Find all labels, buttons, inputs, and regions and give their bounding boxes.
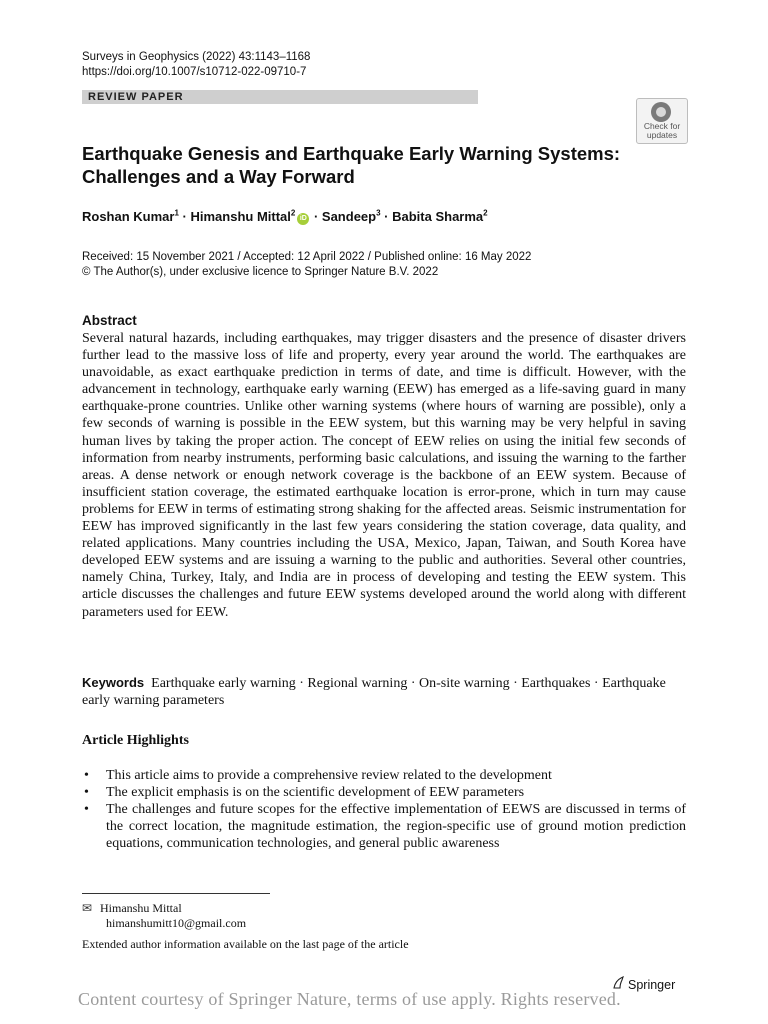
journal-citation: Surveys in Geophysics (2022) 43:1143–1168: [82, 51, 311, 63]
doi-link[interactable]: https://doi.org/10.1007/s10712-022-09710-7: [82, 66, 307, 78]
footnote-divider: [82, 893, 270, 894]
article-title: [82, 142, 642, 188]
highlights-list: [82, 767, 686, 852]
author-list: [82, 208, 488, 225]
bullet-marker: •: [84, 802, 89, 817]
bullet-marker: •: [84, 768, 89, 783]
affiliation-mark: 1: [174, 208, 179, 218]
courtesy-watermark: Content courtesy of Springer Nature, terms of use apply. Rights reserved.: [78, 989, 621, 1009]
list-item: [82, 784, 686, 801]
title-line-2: Challenges and a Way Forward: [82, 166, 355, 187]
keywords-text: Earthquake early warning · Regional warning · On-site warning · Earthquakes · Earthquake early warning parameters: [82, 676, 666, 708]
journal-header: [82, 50, 310, 80]
author-separator: ·: [310, 209, 322, 224]
author-name[interactable]: Himanshu Mittal: [190, 209, 291, 224]
author-name[interactable]: Babita Sharma: [392, 209, 484, 224]
affiliation-mark: 3: [376, 208, 381, 218]
keywords-block: [82, 674, 686, 709]
badge-line-2: updates: [646, 130, 678, 140]
publisher-logo: [612, 976, 675, 993]
keywords-label: Keywords: [82, 675, 145, 690]
abstract-text: Several natural hazards, including earthquakes, may trigger disasters and the presence of disaster drivers further lead to the massive loss of life and property, every year around the world. The earthquakes are unavoidable, as exact earthquake prediction in terms of date, and time is difficult. However, with the advancement in technology, earthquake early warning (EEW) has emerged as a life-saving guard in many earthquake-prone countries. Unlike other warning systems (where hours of warning are possible), only a few seconds of warning is possible in the EEW system, but this warning may be very helpful in saving human lives by taking the proper action. The concept of EEW relies on using the initial few seconds of information from nearby instruments, performing basic calculations, and issuing the warning to the farther areas. A dense network or enough network coverage is the backbone of an EEW system. Because of insufficient station coverage, the estimated earthquake location is error-prone, which in turn may cause problems for EEW in terms of estimating strong shaking for the affected areas. Seismic instrumentation for EEW has improved significantly in the last few years considering the station coverage, data quality, and related applications. Many countries including the USA, Mexico, Japan, Taiwan, and South Korea have developed EEW systems and are issuing a warning to the public and authorities. Several other countries, namely China, Turkey, Italy, and India are in process of developing and testing the EEW system. This article discusses the challenges and future EEW systems developed around the world along with different parameters used for EEW.: [82, 331, 686, 620]
list-item: [82, 767, 686, 784]
affiliation-mark: 2: [290, 208, 296, 218]
badge-line-1: Check for: [643, 121, 681, 131]
update-icon: [651, 102, 671, 122]
check-for-updates-badge[interactable]: [636, 98, 688, 144]
publication-dates: Received: 15 November 2021 / Accepted: 12 April 2022 / Published online: 16 May 2022: [82, 251, 532, 263]
publication-info: [82, 250, 531, 280]
envelope-icon: ✉: [82, 901, 93, 915]
author-name[interactable]: Sandeep: [321, 209, 377, 224]
orcid-icon[interactable]: iD: [297, 213, 309, 225]
author-separator: ·: [380, 209, 393, 224]
list-item: [82, 801, 686, 852]
title-line-1: Earthquake Genesis and Earthquake Early Warning Systems:: [82, 143, 621, 164]
copyright-notice: © The Author(s), under exclusive licence to Springer Nature B.V. 2022: [82, 266, 439, 278]
affiliation-mark: 2: [483, 208, 488, 218]
abstract-heading: Abstract: [82, 313, 137, 328]
corresponding-author: [82, 901, 246, 931]
author-separator: ·: [178, 209, 191, 224]
contact-email[interactable]: himanshumitt10@gmail.com: [106, 916, 247, 930]
author-name[interactable]: Roshan Kumar: [82, 209, 175, 224]
highlight-text: The challenges and future scopes for the effective implementation of EEWS are discussed in terms of the correct location, the magnitude estimation, the region-specific use of ground motion prediction equations, communication technologies, and general public awareness: [106, 802, 686, 851]
highlights-heading: Article Highlights: [82, 733, 189, 748]
highlight-text: This article aims to provide a comprehensive review related to the development: [106, 768, 552, 783]
contact-name: Himanshu Mittal: [100, 901, 182, 915]
highlight-text: The explicit emphasis is on the scientific development of EEW parameters: [106, 785, 525, 800]
section-bar: [82, 90, 478, 104]
extended-author-note: Extended author information available on the last page of the article: [82, 937, 409, 951]
publisher-name: Springer: [628, 978, 676, 992]
bullet-marker: •: [84, 785, 89, 800]
section-label: REVIEW PAPER: [88, 91, 184, 103]
